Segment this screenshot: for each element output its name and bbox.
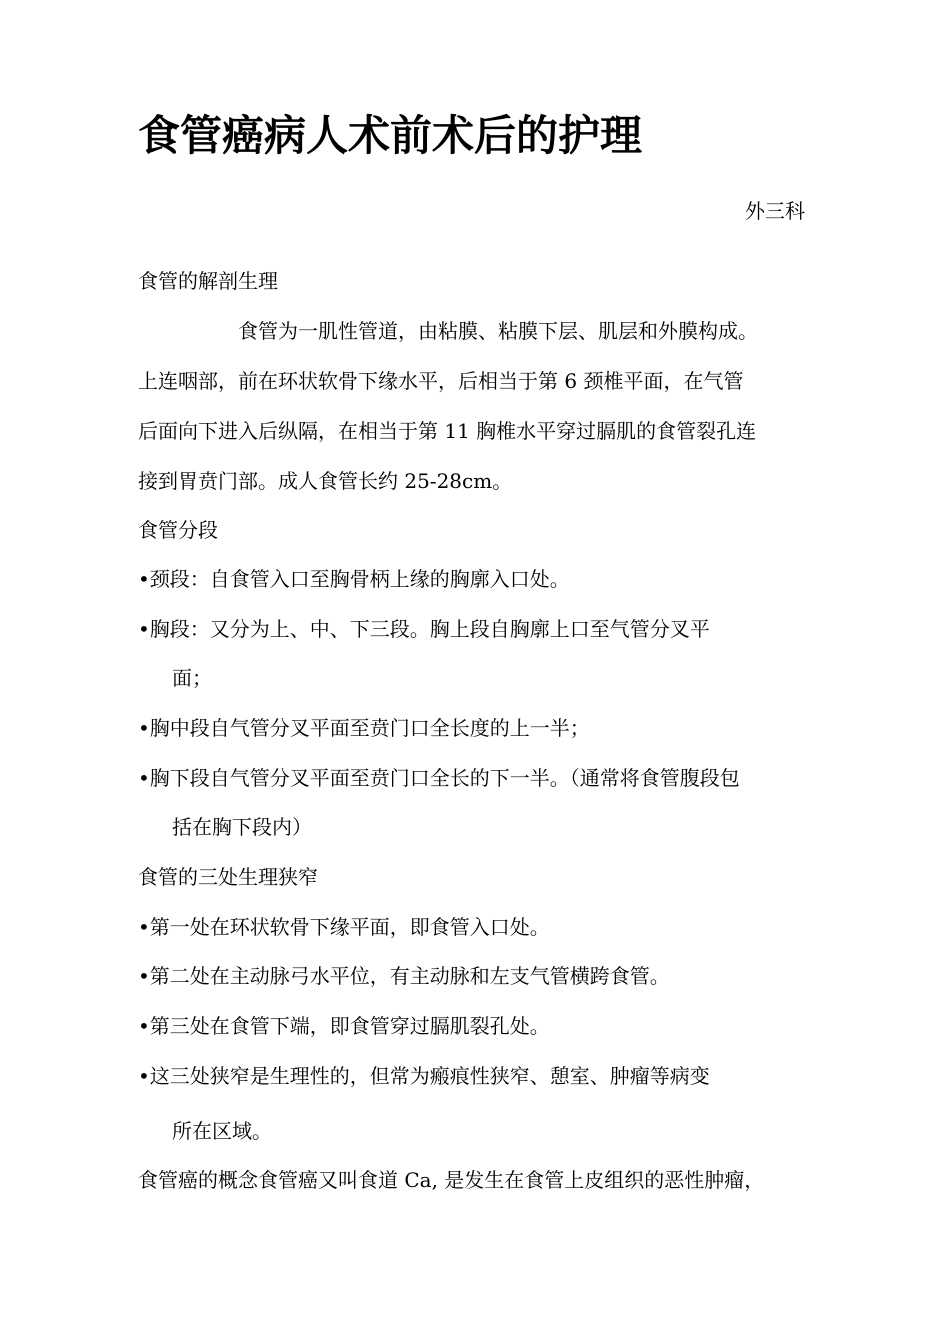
list-item: •第二处在主动脉弓水平位，有主动脉和左支气管横跨食管。	[138, 964, 670, 988]
paragraph-line: 接到胃贲门部。成人食管长约 25-28cm。	[138, 469, 513, 493]
paragraph-line: 后面向下进入后纵隔，在相当于第 11 胸椎水平穿过膈肌的食管裂孔连	[138, 419, 757, 443]
list-item-continuation: 所在区域。	[172, 1119, 272, 1143]
list-item: •这三处狭窄是生理性的，但常为瘢痕性狭窄、憩室、肿瘤等病变	[138, 1064, 710, 1088]
section-heading-segments: 食管分段	[138, 518, 218, 542]
list-item-continuation: 面；	[172, 666, 212, 690]
paragraph-line: 食管为一肌性管道，由粘膜、粘膜下层、肌层和外膜构成。	[238, 319, 758, 343]
list-item: •胸段：又分为上、中、下三段。胸上段自胸廓上口至气管分叉平	[138, 617, 710, 641]
list-item: •颈段：自食管入口至胸骨柄上缘的胸廓入口处。	[138, 567, 570, 591]
paragraph-line: 上连咽部，前在环状软骨下缘水平，后相当于第 6 颈椎平面，在气管	[138, 369, 744, 393]
list-item-continuation: 括在胸下段内）	[172, 815, 312, 839]
list-item: •第一处在环状软骨下缘平面，即食管入口处。	[138, 915, 550, 939]
concept-line: 食管癌的概念食管癌又叫食道 Ca, 是发生在食管上皮组织的恶性肿瘤，	[138, 1168, 765, 1192]
document-title: 食管癌病人术前术后的护理	[138, 111, 643, 160]
list-item: •胸下段自气管分叉平面至贲门口全长的下一半。（通常将食管腹段包	[138, 766, 740, 790]
list-item: •胸中段自气管分叉平面至贲门口全长度的上一半；	[138, 716, 590, 740]
section-heading-anatomy: 食管的解剖生理	[138, 269, 278, 293]
list-item: •第三处在食管下端，即食管穿过膈肌裂孔处。	[138, 1014, 550, 1038]
department-label: 外三科	[745, 199, 805, 223]
section-heading-narrowings: 食管的三处生理狭窄	[138, 865, 318, 889]
